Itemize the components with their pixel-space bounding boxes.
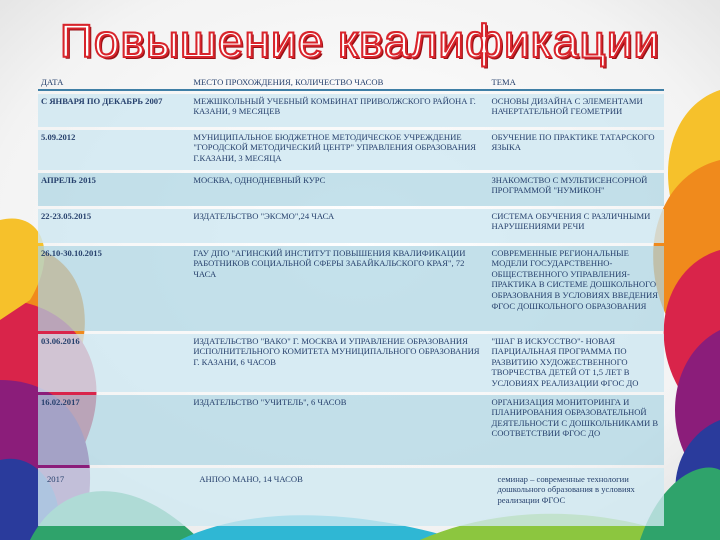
table-row	[38, 395, 664, 465]
qualification-table	[38, 72, 664, 529]
row-place: АНПОО МАНО, 14 ЧАСОВ	[190, 468, 488, 526]
row-place: МОСКВА, ОДНОДНЕВНЫЙ КУРС	[190, 173, 488, 206]
row-date: АПРЕЛЬ 2015	[38, 173, 190, 206]
row-date: 5.09.2012	[38, 130, 190, 170]
row-topic: ЗНАКОМСТВО С МУЛЬТИСЕНСОРНОЙ ПРОГРАММОЙ "НУМИКОН"	[488, 173, 664, 206]
table-row	[38, 209, 664, 243]
table-row	[38, 173, 664, 206]
row-topic: ОРГАНИЗАЦИЯ МОНИТОРИНГА И ПЛАНИРОВАНИЯ ОБРАЗОВАТЕЛЬНОЙ ДЕЯТЕЛЬНОСТИ С ДОШКОЛЬНИКАМИ В СООТВЕТСТВИИ ФГОС ДО	[488, 395, 664, 465]
row-date: С ЯНВАРЯ ПО ДЕКАБРЬ 2007	[38, 94, 190, 127]
row-date: 03.06.2016	[38, 334, 190, 392]
row-topic: ОБУЧЕНИЕ ПО ПРАКТИКЕ ТАТАРСКОГО ЯЗЫКА	[488, 130, 664, 170]
row-place: ИЗДАТЕЛЬСТВО "ВАКО" Г. МОСКВА И УПРАВЛЕНИЕ ОБРАЗОВАНИЯ ИСПОЛНИТЕЛЬНОГО КОМИТЕТА МУНИЦИПАЛЬНОГО ОБРАЗОВАНИЯ Г. КАЗАНИ, 6 ЧАСОВ	[190, 334, 488, 392]
header-place: МЕСТО ПРОХОЖДЕНИЯ, КОЛИЧЕСТВО ЧАСОВ	[190, 75, 488, 91]
page-title: Повышение квалификации	[59, 15, 661, 67]
row-topic: СИСТЕМА ОБУЧЕНИЯ С РАЗЛИЧНЫМИ НАРУШЕНИЯМИ РЕЧИ	[488, 209, 664, 243]
row-date: 16.02.2017	[38, 395, 190, 465]
row-topic: СОВРЕМЕННЫЕ РЕГИОНАЛЬНЫЕ МОДЕЛИ ГОСУДАРСТВЕННО-ОБЩЕСТВЕННОГО УПРАВЛЕНИЯ-ПРАКТИКА В СИСТЕМЕ ДОШКОЛЬНОГО ОБРАЗОВАНИЯ В УСЛОВИЯХ ВВЕДЕНИЯ ФГОС ДОШКОЛЬНОГО ОБРАЗОВАНИЯ	[488, 246, 664, 331]
row-place: ИЗДАТЕЛЬСТВО "ЭКСМО",24 ЧАСА	[190, 209, 488, 243]
row-topic: семинар – современные технологии дошкольного образования в условиях реализации ФГОС	[488, 468, 664, 526]
table-row	[38, 94, 664, 127]
row-date: 26.10-30.10.2015	[38, 246, 190, 331]
table-row	[38, 130, 664, 170]
table-row	[38, 468, 664, 526]
row-date: 2017	[38, 468, 190, 526]
header-topic: ТЕМА	[488, 75, 664, 91]
row-place: МЕЖШКОЛЬНЫЙ УЧЕБНЫЙ КОМБИНАТ ПРИВОЛЖСКОГО РАЙОНА Г. КАЗАНИ, 9 МЕСЯЦЕВ	[190, 94, 488, 127]
row-topic: ОСНОВЫ ДИЗАЙНА С ЭЛЕМЕНТАМИ НАЧЕРТАТЕЛЬНОЙ ГЕОМЕТРИИ	[488, 94, 664, 127]
row-topic: "ШАГ В ИСКУССТВО"- НОВАЯ ПАРЦИАЛЬНАЯ ПРОГРАММА ПО РАЗВИТИЮ ХУДОЖЕСТВЕННОГО ТВОРЧЕСТВА ДЕТЕЙ ОТ 1,5 ЛЕТ В УСЛОВИЯХ РЕАЛИЗАЦИИ ФГОС ДО	[488, 334, 664, 392]
table-row	[38, 246, 664, 331]
header-date: ДАТА	[38, 75, 190, 91]
row-date: 22-23.05.2015	[38, 209, 190, 243]
row-place: ИЗДАТЕЛЬСТВО "УЧИТЕЛЬ", 6 ЧАСОВ	[190, 395, 488, 465]
row-place: ГАУ ДПО "АГИНСКИЙ ИНСТИТУТ ПОВЫШЕНИЯ КВАЛИФИКАЦИИ РАБОТНИКОВ СОЦИАЛЬНОЙ СФЕРЫ ЗАБАЙКАЛЬСКОГО КРАЯ", 72 ЧАСА	[190, 246, 488, 331]
row-place: МУНИЦИПАЛЬНОЕ БЮДЖЕТНОЕ МЕТОДИЧЕСКОЕ УЧРЕЖДЕНИЕ "ГОРОДСКОЙ МЕТОДИЧЕСКИЙ ЦЕНТР" УПРАВЛЕНИЯ ОБРАЗОВАНИЯ Г.КАЗАНИ, 3 МЕСЯЦА	[190, 130, 488, 170]
table-header-row	[38, 75, 664, 91]
table-row	[38, 334, 664, 392]
